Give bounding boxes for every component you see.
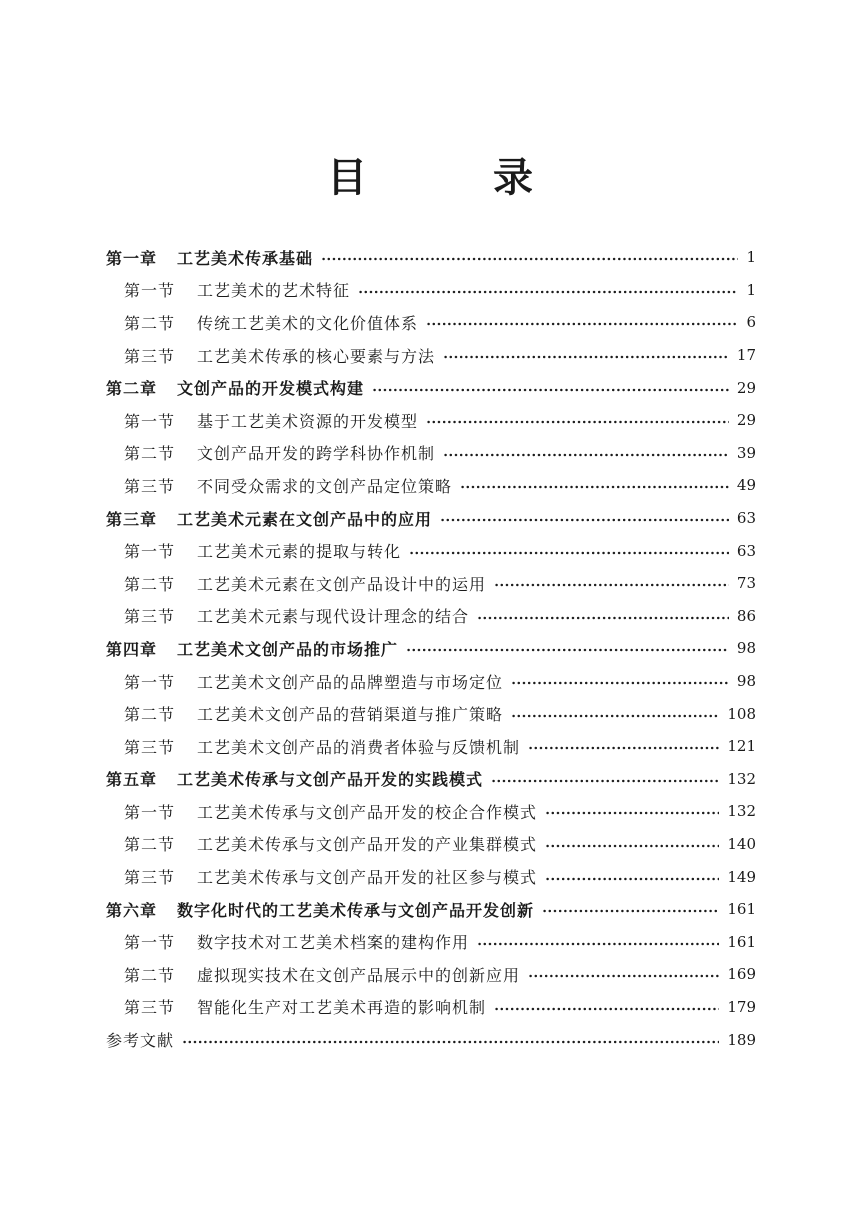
dot-leader: [440, 518, 729, 522]
toc-entry-title: 工艺美术文创产品的市场推广: [177, 639, 399, 659]
toc-entry-title: 工艺美术传承与文创产品开发的实践模式: [177, 770, 484, 790]
toc-page-number: 121: [727, 737, 756, 756]
toc-entry-label: 第三章: [106, 509, 158, 529]
toc-entry-label: 第一节: [124, 542, 176, 562]
toc-page-number: 86: [736, 606, 756, 625]
toc-entry-label: 第六章: [106, 900, 158, 920]
toc-page-number: 1: [746, 248, 756, 267]
toc-entry-label: 第四章: [106, 639, 158, 659]
toc-entry-title: 工艺美术传承基础: [177, 248, 314, 268]
toc-references-entry[interactable]: [106, 1023, 756, 1056]
toc-entry-label: 第三节: [124, 998, 176, 1018]
toc-section-entry[interactable]: [106, 697, 756, 730]
toc-page-number: 161: [727, 900, 756, 919]
dot-leader: [494, 583, 729, 587]
toc-section-entry[interactable]: [106, 534, 756, 567]
dot-leader: [358, 290, 738, 294]
toc-page-number: 98: [736, 672, 756, 691]
toc-entry-label: 第一节: [124, 933, 176, 953]
toc-entry-title: 工艺美术的艺术特征: [197, 281, 351, 301]
toc-entry-title: 不同受众需求的文创产品定位策略: [197, 476, 453, 496]
toc-entry-title: 基于工艺美术资源的开发模型: [197, 411, 419, 431]
toc-section-entry[interactable]: [106, 437, 756, 470]
toc-entry-title: 文创产品的开发模式构建: [177, 379, 365, 399]
toc-page-number: 132: [727, 769, 756, 788]
toc-entry-label: 第二节: [124, 574, 176, 594]
toc-entry-title: 智能化生产对工艺美术再造的影响机制: [197, 998, 487, 1018]
dot-leader: [477, 616, 729, 620]
toc-section-entry[interactable]: [106, 274, 756, 307]
toc-entry-label: 第一节: [124, 672, 176, 692]
toc-entry-title: 工艺美术元素在文创产品设计中的运用: [197, 574, 487, 594]
toc-page-number: 73: [736, 574, 756, 593]
toc-entry-label: 第三节: [124, 737, 176, 757]
toc-entry-title: 传统工艺美术的文化价值体系: [197, 313, 419, 333]
dot-leader: [426, 420, 729, 424]
dot-leader: [511, 714, 719, 718]
toc-chapter-entry[interactable]: [106, 763, 756, 796]
toc-chapter-entry[interactable]: [106, 241, 756, 274]
toc-entry-title: 文创产品开发的跨学科协作机制: [197, 444, 436, 464]
toc-entry-label: 第一节: [124, 281, 176, 301]
toc-page-number: 189: [727, 1030, 756, 1049]
toc-entry-title: 虚拟现实技术在文创产品展示中的创新应用: [197, 965, 521, 985]
table-of-contents: [106, 241, 756, 1056]
toc-section-entry[interactable]: [106, 665, 756, 698]
toc-page-number: 29: [736, 378, 756, 397]
toc-page-number: 108: [727, 704, 756, 723]
page-title: 目 录: [327, 155, 589, 201]
dot-leader: [494, 1007, 719, 1011]
toc-entry-title: 工艺美术传承与文创产品开发的校企合作模式: [197, 802, 538, 822]
toc-entry-title: 工艺美术元素与现代设计理念的结合: [197, 607, 470, 627]
toc-page-number: 149: [727, 867, 756, 886]
toc-section-entry[interactable]: [106, 339, 756, 372]
toc-section-entry[interactable]: [106, 404, 756, 437]
dot-leader: [491, 779, 719, 783]
dot-leader: [545, 877, 719, 881]
toc-entry-label: 第二节: [124, 835, 176, 855]
toc-section-entry[interactable]: [106, 795, 756, 828]
toc-entry-label: 第二节: [124, 444, 176, 464]
toc-chapter-entry[interactable]: [106, 893, 756, 926]
toc-page-number: 161: [727, 932, 756, 951]
dot-leader: [528, 746, 719, 750]
toc-section-entry[interactable]: [106, 860, 756, 893]
toc-page-number: 98: [736, 639, 756, 658]
toc-entry-label: 第二节: [124, 965, 176, 985]
dot-leader: [426, 322, 738, 326]
dot-leader: [443, 355, 729, 359]
toc-section-entry[interactable]: [106, 828, 756, 861]
toc-entry-label: 第二节: [124, 705, 176, 725]
toc-page-number: 39: [736, 443, 756, 462]
toc-page-number: 169: [727, 965, 756, 984]
dot-leader: [406, 648, 729, 652]
dot-leader: [409, 551, 729, 555]
dot-leader: [443, 453, 729, 457]
toc-chapter-entry[interactable]: [106, 371, 756, 404]
dot-leader: [477, 942, 719, 946]
toc-entry-title: 工艺美术传承与文创产品开发的社区参与模式: [197, 868, 538, 888]
toc-entry-label: 第五章: [106, 770, 158, 790]
toc-page-number: 1: [746, 280, 756, 299]
dot-leader: [511, 681, 729, 685]
toc-section-entry[interactable]: [106, 991, 756, 1024]
toc-entry-label: 第一章: [106, 248, 158, 268]
toc-entry-label: 第二章: [106, 379, 158, 399]
toc-entry-label: 参考文献: [106, 1031, 175, 1051]
toc-entry-title: 工艺美术元素在文创产品中的应用: [177, 509, 433, 529]
toc-entry-title: 工艺美术文创产品的品牌塑造与市场定位: [197, 672, 504, 692]
toc-entry-label: 第二节: [124, 313, 176, 333]
toc-entry-title: 数字化时代的工艺美术传承与文创产品开发创新: [177, 900, 535, 920]
toc-entry-title: 工艺美术传承的核心要素与方法: [197, 346, 436, 366]
toc-page-number: 63: [736, 541, 756, 560]
toc-page-number: 49: [736, 476, 756, 495]
toc-section-entry[interactable]: [106, 958, 756, 991]
toc-page-number: 179: [727, 997, 756, 1016]
dot-leader: [372, 388, 729, 392]
toc-entry-label: 第三节: [124, 346, 176, 366]
toc-entry-label: 第一节: [124, 802, 176, 822]
dot-leader: [321, 257, 738, 261]
toc-section-entry[interactable]: [106, 469, 756, 502]
toc-entry-title: 工艺美术文创产品的消费者体验与反馈机制: [197, 737, 521, 757]
toc-section-entry[interactable]: [106, 567, 756, 600]
toc-page-number: 6: [746, 313, 756, 332]
toc-entry-title: 工艺美术文创产品的营销渠道与推广策略: [197, 705, 504, 725]
toc-entry-label: 第三节: [124, 868, 176, 888]
toc-entry-title: 数字技术对工艺美术档案的建构作用: [197, 933, 470, 953]
toc-section-entry[interactable]: [106, 600, 756, 633]
toc-entry-title: 工艺美术传承与文创产品开发的产业集群模式: [197, 835, 538, 855]
toc-entry-label: 第一节: [124, 411, 176, 431]
toc-entry-label: 第三节: [124, 476, 176, 496]
dot-leader: [182, 1040, 719, 1044]
toc-page-number: 132: [727, 802, 756, 821]
toc-section-entry[interactable]: [106, 925, 756, 958]
toc-chapter-entry[interactable]: [106, 502, 756, 535]
dot-leader: [545, 844, 719, 848]
toc-entry-label: 第三节: [124, 607, 176, 627]
toc-page-number: 63: [736, 509, 756, 528]
toc-page-number: 140: [727, 834, 756, 853]
dot-leader: [542, 909, 719, 913]
toc-page-number: 17: [736, 346, 756, 365]
dot-leader: [460, 485, 729, 489]
dot-leader: [545, 811, 719, 815]
toc-chapter-entry[interactable]: [106, 632, 756, 665]
toc-page-number: 29: [736, 411, 756, 430]
dot-leader: [528, 974, 719, 978]
toc-entry-title: 工艺美术元素的提取与转化: [197, 542, 402, 562]
toc-section-entry[interactable]: [106, 306, 756, 339]
toc-section-entry[interactable]: [106, 730, 756, 763]
